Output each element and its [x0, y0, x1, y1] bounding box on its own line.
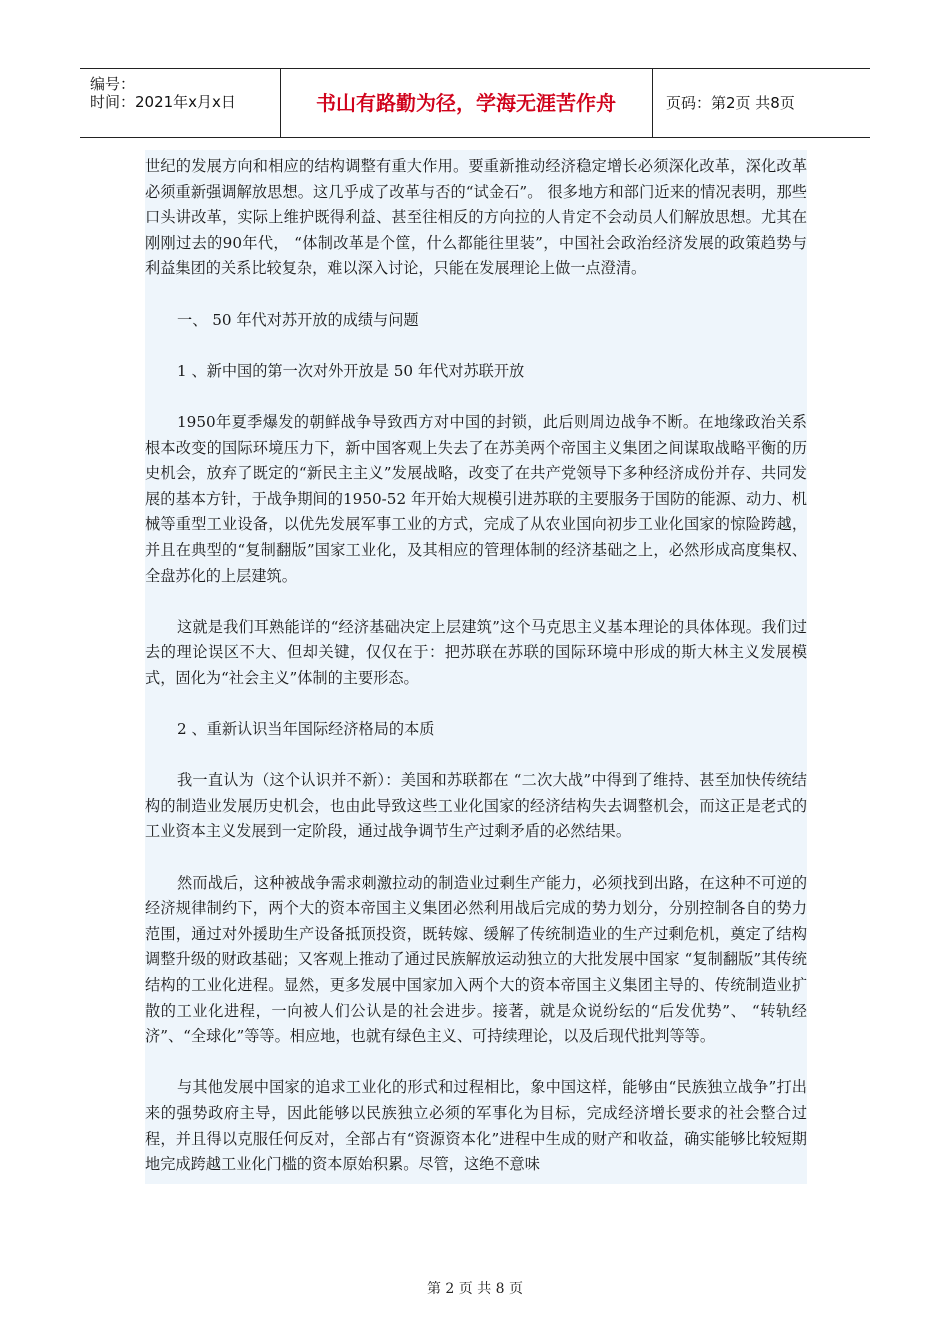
document-date-label: 时间：2021年x月x日 [90, 93, 236, 111]
header-page-number: 页码：第2页 共8页 [666, 94, 795, 112]
paragraph: 这就是我们耳熟能详的“经济基础决定上层建筑”这个马克思主义基本理论的具体体现。我们过去的理论误区不大、但却关键，仅仅在于：把苏联在苏联的国际环境中形成的斯大林主义发展模式，固化为“社会主义”体制的主要形态。 [145, 617, 807, 687]
paragraph: 1950年夏季爆发的朝鲜战争导致西方对中国的封锁，此后则周边战争不断。在地缘政治关系根本改变的国际环境压力下，新中国客观上失去了在苏美两个帝国主义集团之间谋取战略平衡的历史机会，放弃了既定的“新民主主义”发展战略，改变了在共产党领导下多种经济成份并存、共同发展的基本方针，于战争期间的1950-52 年开始大规模引进苏联的主要服务于国防的能源、动力、机械等重型工业设备，以优先发展军事工业的方式，完成了从农业国向初步工业化国家的惊险跨越，并且在典型的“复制翻版”国家工业化，及其相应的管理体制的经济基础之上，必然形成高度集权、全盘苏化的上层建筑。 [145, 412, 807, 585]
section-heading: 一、 50 年代对苏开放的成绩与问题 [177, 310, 419, 329]
paragraph: 与其他发展中国家的追求工业化的形式和过程相比，象中国这样，能够由“民族独立战争”打出来的强势政府主导，因此能够以民族独立必须的军事化为目标，完成经济增长要求的社会整合过程，并且得以克服任何反对，全部占有“资源资本化”进程中生成的财产和收益，确实能够比较短期地完成跨越工业化门槛的资本原始积累。尽管，这绝不意味 [145, 1078, 807, 1174]
document-body [145, 150, 807, 1184]
page-header [80, 68, 870, 138]
page-footer: 第 2 页 共 8 页 [426, 1281, 524, 1297]
header-motto: 书山有路勤为径，学海无涯苦作舟 [316, 91, 616, 115]
document-code-label: 编号： [90, 75, 136, 93]
paragraph: 我一直认为（这个认识并不新）：美国和苏联都在 “二次大战”中得到了维持、甚至加快传统结构的制造业发展历史机会，也由此导致这些工业化国家的经济结构失去调整机会，而这正是老式的工业资本主义发展到一定阶段，通过战争调节生产过剩矛盾的必然结果。 [145, 771, 807, 841]
paragraph: 世纪的发展方向和相应的结构调整有重大作用。要重新推动经济稳定增长必须深化改革，深化改革必须重新强调解放思想。这几乎成了改革与否的“试金石”。 很多地方和部门近来的情况表明，那些口头讲改革，实际上维护既得利益、甚至往相反的方向拉的人肯定不会动员人们解放思想。尤其在刚刚过去的90年代， “体制改革是个筐，什么都能往里装”，中国社会政治经济发展的政策趋势与利益集团的关系比较复杂，难以深入讨论，只能在发展理论上做一点澄清。 [145, 157, 807, 278]
subsection-heading: 2 、重新认识当年国际经济格局的本质 [177, 720, 435, 739]
header-meta [80, 69, 280, 137]
subsection-heading: 1 、新中国的第一次对外开放是 50 年代对苏联开放 [177, 361, 525, 380]
paragraph: 然而战后，这种被战争需求刺激拉动的制造业过剩生产能力，必须找到出路，在这种不可逆的经济规律制约下，两个大的资本帝国主义集团必然利用战后完成的势力划分，分别控制各自的势力范围，通过对外援助生产设备抵顶投资，既转嫁、缓解了传统制造业的生产过剩危机，奠定了结构调整升级的财政基础；又客观上推动了通过民族解放运动独立的大批发展中国家 “复制翻版”其传统结构的工业化进程。显然，更多发展中国家加入两个大的资本帝国主义集团主导的、传统制造业扩散的工业化进程，一向被人们公认是的社会进步。接著，就是众说纷纭的“后发优势”、 “转轨经济”、“全球化”等等。相应地，也就有绿色主义、可持续理论，以及后现代批判等等。 [145, 873, 807, 1046]
